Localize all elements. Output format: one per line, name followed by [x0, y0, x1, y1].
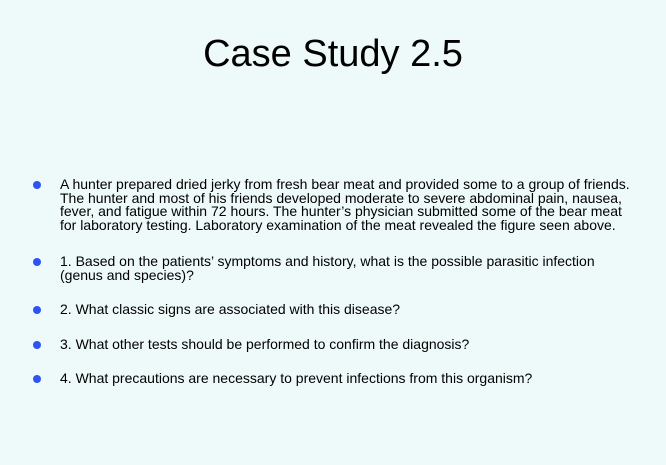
- bullet-item-question-4: [30, 372, 640, 386]
- bullet-item-intro: [30, 178, 640, 232]
- slide-title: Case Study 2.5: [203, 33, 463, 75]
- bullet-text: 4. What precautions are necessary to prevent infections from this organism?: [60, 370, 533, 386]
- bullet-dot-icon: [33, 306, 41, 314]
- bullet-dot-icon: [33, 375, 41, 383]
- bullet-list: [30, 178, 640, 407]
- bullet-text: 3. What other tests should be performed to confirm the diagnosis?: [60, 335, 470, 352]
- bullet-dot-icon: [33, 258, 41, 266]
- bullet-text: 2. What classic signs are associated with this disease?: [60, 301, 401, 317]
- bullet-text: A hunter prepared dried jerky from fresh bear meat and provided some to a group of friends. The hunter and most of his friends developed moderate to severe abdominal pain, nausea, fever, and fatigue within 72 hours. The hunter’s physician submitted some of the bear meat for laboratory testing. Laboratory examination of the meat revealed the figure seen above.: [60, 176, 630, 233]
- bullet-text: 1. Based on the patients’ symptoms and history, what is the possible parasitic infection (genus and species)?: [60, 253, 595, 283]
- bullet-dot-icon: [33, 341, 41, 349]
- bullet-item-question-3: [30, 335, 640, 352]
- bullet-dot-icon: [33, 181, 41, 189]
- bullet-item-question-2: [30, 303, 640, 317]
- bullet-item-question-1: [30, 255, 640, 282]
